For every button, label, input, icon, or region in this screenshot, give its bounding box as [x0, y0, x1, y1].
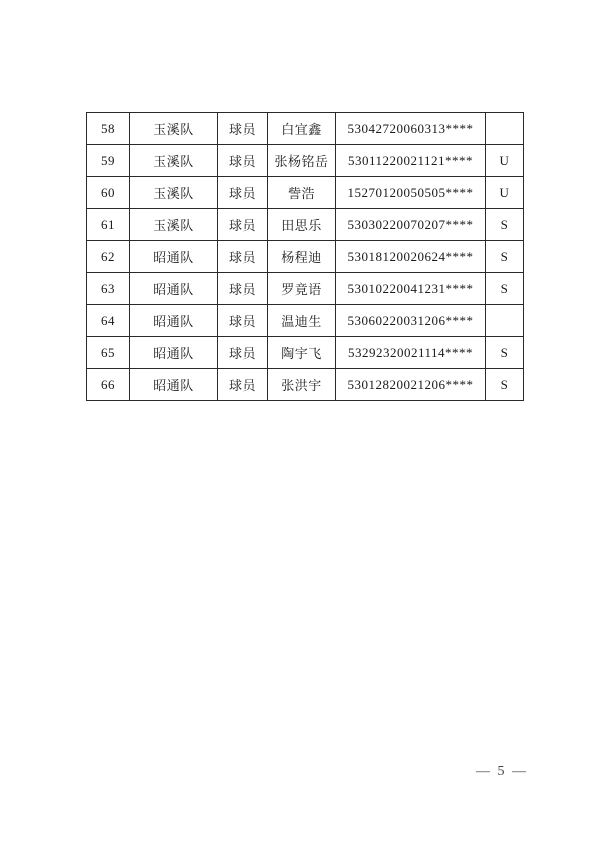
- table-row: [87, 305, 524, 337]
- id-number-cell: 53030220070207****: [336, 209, 486, 241]
- size-cell: U: [486, 177, 524, 209]
- player-name-cell: 陶宇飞: [268, 337, 336, 369]
- size-cell: S: [486, 337, 524, 369]
- size-cell: U: [486, 145, 524, 177]
- team-cell: 昭通队: [130, 369, 218, 401]
- table-row: [87, 337, 524, 369]
- row-number-cell: 64: [87, 305, 130, 337]
- team-cell: 昭通队: [130, 241, 218, 273]
- role-cell: 球员: [218, 113, 268, 145]
- size-cell: S: [486, 273, 524, 305]
- player-name-cell: 张洪宇: [268, 369, 336, 401]
- team-cell: 玉溪队: [130, 113, 218, 145]
- table-row: [87, 113, 524, 145]
- player-name-cell: 白宜鑫: [268, 113, 336, 145]
- table-row: [87, 177, 524, 209]
- team-cell: 玉溪队: [130, 145, 218, 177]
- id-number-cell: 53011220021121****: [336, 145, 486, 177]
- table-row: [87, 241, 524, 273]
- role-cell: 球员: [218, 337, 268, 369]
- team-cell: 玉溪队: [130, 177, 218, 209]
- role-cell: 球员: [218, 369, 268, 401]
- row-number-cell: 59: [87, 145, 130, 177]
- table-row: [87, 273, 524, 305]
- row-number-cell: 61: [87, 209, 130, 241]
- row-number-cell: 63: [87, 273, 130, 305]
- id-number-cell: 53042720060313****: [336, 113, 486, 145]
- role-cell: 球员: [218, 177, 268, 209]
- size-cell: S: [486, 209, 524, 241]
- player-roster-table: [86, 112, 524, 401]
- row-number-cell: 65: [87, 337, 130, 369]
- player-name-cell: 张杨铭岳: [268, 145, 336, 177]
- team-cell: 昭通队: [130, 305, 218, 337]
- size-cell: S: [486, 369, 524, 401]
- table-row: [87, 369, 524, 401]
- player-name-cell: 温迪生: [268, 305, 336, 337]
- role-cell: 球员: [218, 305, 268, 337]
- team-cell: 昭通队: [130, 273, 218, 305]
- player-name-cell: 罗竟语: [268, 273, 336, 305]
- row-number-cell: 58: [87, 113, 130, 145]
- size-cell: [486, 113, 524, 145]
- page-number: — 5 —: [476, 764, 528, 779]
- team-cell: 玉溪队: [130, 209, 218, 241]
- role-cell: 球员: [218, 241, 268, 273]
- role-cell: 球员: [218, 209, 268, 241]
- row-number-cell: 66: [87, 369, 130, 401]
- id-number-cell: 53012820021206****: [336, 369, 486, 401]
- player-name-cell: 田思乐: [268, 209, 336, 241]
- table-row: [87, 145, 524, 177]
- id-number-cell: 53060220031206****: [336, 305, 486, 337]
- id-number-cell: 53018120020624****: [336, 241, 486, 273]
- id-number-cell: 15270120050505****: [336, 177, 486, 209]
- role-cell: 球员: [218, 273, 268, 305]
- player-name-cell: 杨程迪: [268, 241, 336, 273]
- size-cell: [486, 305, 524, 337]
- player-name-cell: 訾浩: [268, 177, 336, 209]
- id-number-cell: 53292320021114****: [336, 337, 486, 369]
- roster-table-body: [87, 113, 524, 401]
- id-number-cell: 53010220041231****: [336, 273, 486, 305]
- row-number-cell: 60: [87, 177, 130, 209]
- role-cell: 球员: [218, 145, 268, 177]
- team-cell: 昭通队: [130, 337, 218, 369]
- size-cell: S: [486, 241, 524, 273]
- row-number-cell: 62: [87, 241, 130, 273]
- table-row: [87, 209, 524, 241]
